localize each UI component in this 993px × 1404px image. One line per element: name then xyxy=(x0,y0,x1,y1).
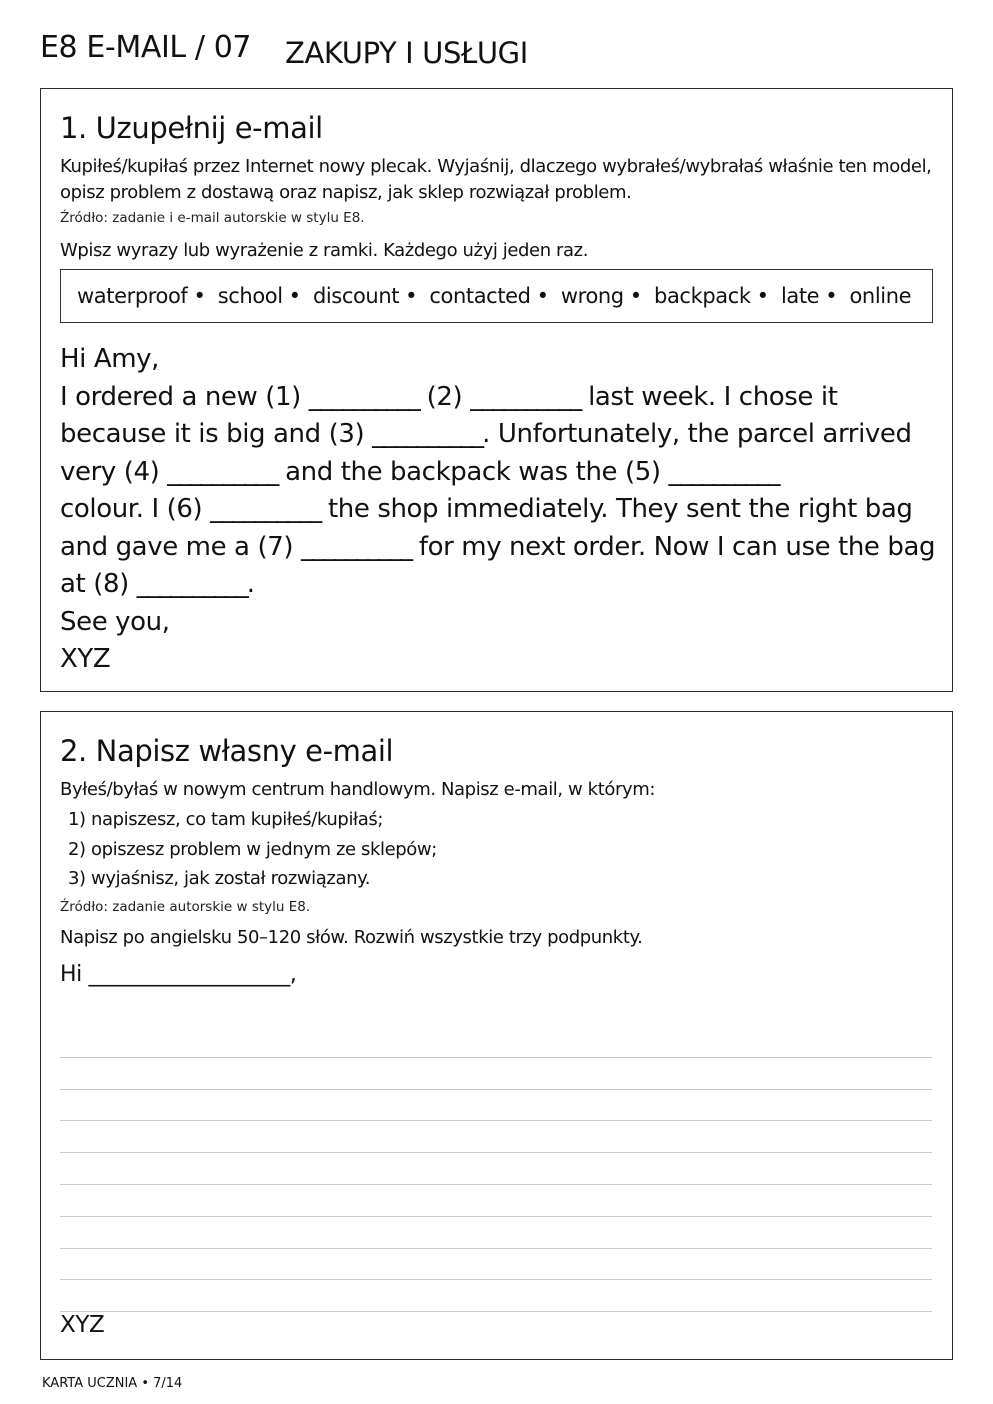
blank-number: (7) xyxy=(257,531,294,562)
task-2-title: 2. Napisz własny e-mail xyxy=(60,734,394,768)
word-item: contacted xyxy=(429,284,531,308)
blank-4[interactable]: __________ xyxy=(167,456,278,487)
word-separator: • xyxy=(536,284,549,308)
word-item: wrong xyxy=(560,284,624,308)
task-1-source: Źródło: zadanie i e-mail autorskie w stylu E8. xyxy=(60,210,365,226)
email-text: I ordered a new xyxy=(60,381,258,412)
writing-line[interactable] xyxy=(60,1185,932,1217)
email-line xyxy=(60,416,940,454)
task-2-source: Źródło: zadanie autorskie w stylu E8. xyxy=(60,899,311,915)
email-line xyxy=(60,529,940,567)
writing-area[interactable] xyxy=(60,1026,932,1312)
blank-8[interactable]: __________ xyxy=(136,569,247,599)
task-1-panel xyxy=(40,88,953,692)
email-line xyxy=(60,454,940,492)
email-text: at xyxy=(60,569,86,599)
email-line xyxy=(60,566,940,604)
blank-number: (3) xyxy=(328,419,365,449)
blank-number: (4) xyxy=(123,456,160,487)
word-item: school xyxy=(217,284,283,308)
word-separator: • xyxy=(825,284,838,308)
blank-number: (8) xyxy=(93,569,129,599)
word-item: waterproof xyxy=(77,284,188,308)
task-1-instruction-line-1: Kupiłeś/kupiłaś przez Internet nowy plecak. Wyjaśnij, dlaczego wybrałeś/wybrałaś właśnie ten model, xyxy=(60,156,932,177)
email-signature: XYZ xyxy=(60,1312,105,1338)
blank-3[interactable]: __________ xyxy=(372,419,483,449)
email-text: . Unfortunately, the parcel arrived xyxy=(482,419,912,449)
list-item: 2) opiszesz problem w jednym ze sklepów; xyxy=(68,838,437,860)
word-separator: • xyxy=(756,284,769,308)
word-separator: • xyxy=(629,284,642,308)
email-text: because it is big and xyxy=(60,419,321,449)
blank-6[interactable]: __________ xyxy=(210,494,321,524)
worksheet-topic: ZAKUPY I USŁUGI xyxy=(285,36,528,70)
word-separator: • xyxy=(405,284,418,308)
writing-line[interactable] xyxy=(60,1026,932,1058)
writing-line[interactable] xyxy=(60,1280,932,1312)
email-text: for my next order. Now I can use the bag xyxy=(418,531,936,562)
list-item: 1) napiszesz, co tam kupiłeś/kupiłaś; xyxy=(68,809,384,830)
email-text: and gave me a xyxy=(60,531,250,562)
word-item: discount xyxy=(312,284,400,308)
blank-2[interactable]: __________ xyxy=(470,381,581,412)
writing-line[interactable] xyxy=(60,1249,932,1281)
task-2-points xyxy=(68,805,437,894)
word-item: online xyxy=(849,284,912,308)
writing-line[interactable] xyxy=(60,1121,932,1153)
task-2-instruction: Byłeś/byłaś w nowym centrum handlowym. Napisz e-mail, w którym: xyxy=(60,779,656,800)
word-count-instruction: Napisz po angielsku 50–120 słów. Rozwiń wszystkie trzy podpunkty. xyxy=(60,927,643,948)
email-signature: XYZ xyxy=(60,644,111,674)
page-footer: KARTA UCZNIA • 7/14 xyxy=(42,1376,183,1391)
email-greeting-start[interactable]: Hi ___________________, xyxy=(60,962,297,987)
email-greeting: Hi Amy, xyxy=(60,344,160,374)
blank-7[interactable]: __________ xyxy=(300,531,411,562)
email-text: very xyxy=(60,456,116,487)
task-2-panel xyxy=(40,711,953,1360)
task-1-title: 1. Uzupełnij e-mail xyxy=(60,111,323,145)
blank-1[interactable]: __________ xyxy=(308,381,419,412)
worksheet-code: E8 E-MAIL / 07 xyxy=(40,30,252,65)
email-text: the shop immediately. They sent the right bag xyxy=(327,494,913,524)
word-separator: • xyxy=(193,284,206,308)
email-text: last week. I chose it xyxy=(588,381,838,412)
word-item: late xyxy=(780,284,820,308)
blank-number: (1) xyxy=(265,381,301,412)
email-text: colour. I xyxy=(60,494,159,524)
writing-line[interactable] xyxy=(60,1153,932,1185)
email-text: . xyxy=(246,569,255,599)
task-1-instruction-line-2: opisz problem z dostawą oraz napisz, jak sklep rozwiązał problem. xyxy=(60,182,632,203)
blank-number: (2) xyxy=(426,381,463,412)
blank-number: (6) xyxy=(166,494,203,524)
email-line xyxy=(60,379,940,417)
writing-line[interactable] xyxy=(60,1217,932,1249)
gap-fill-email xyxy=(60,341,940,679)
blank-number: (5) xyxy=(625,456,661,487)
email-closing: See you, xyxy=(60,606,170,637)
writing-line[interactable] xyxy=(60,1058,932,1090)
wordbox-instruction: Wpisz wyrazy lub wyrażenie z ramki. Każdego użyj jeden raz. xyxy=(60,240,589,261)
writing-line[interactable] xyxy=(60,1090,932,1122)
blank-5[interactable]: __________ xyxy=(668,456,779,487)
word-separator: • xyxy=(288,284,301,308)
email-text: and the backpack was the xyxy=(285,456,618,487)
email-line xyxy=(60,491,940,529)
list-item: 3) wyjaśnisz, jak został rozwiązany. xyxy=(68,868,371,889)
word-box xyxy=(60,269,933,323)
word-item: backpack xyxy=(654,284,751,308)
